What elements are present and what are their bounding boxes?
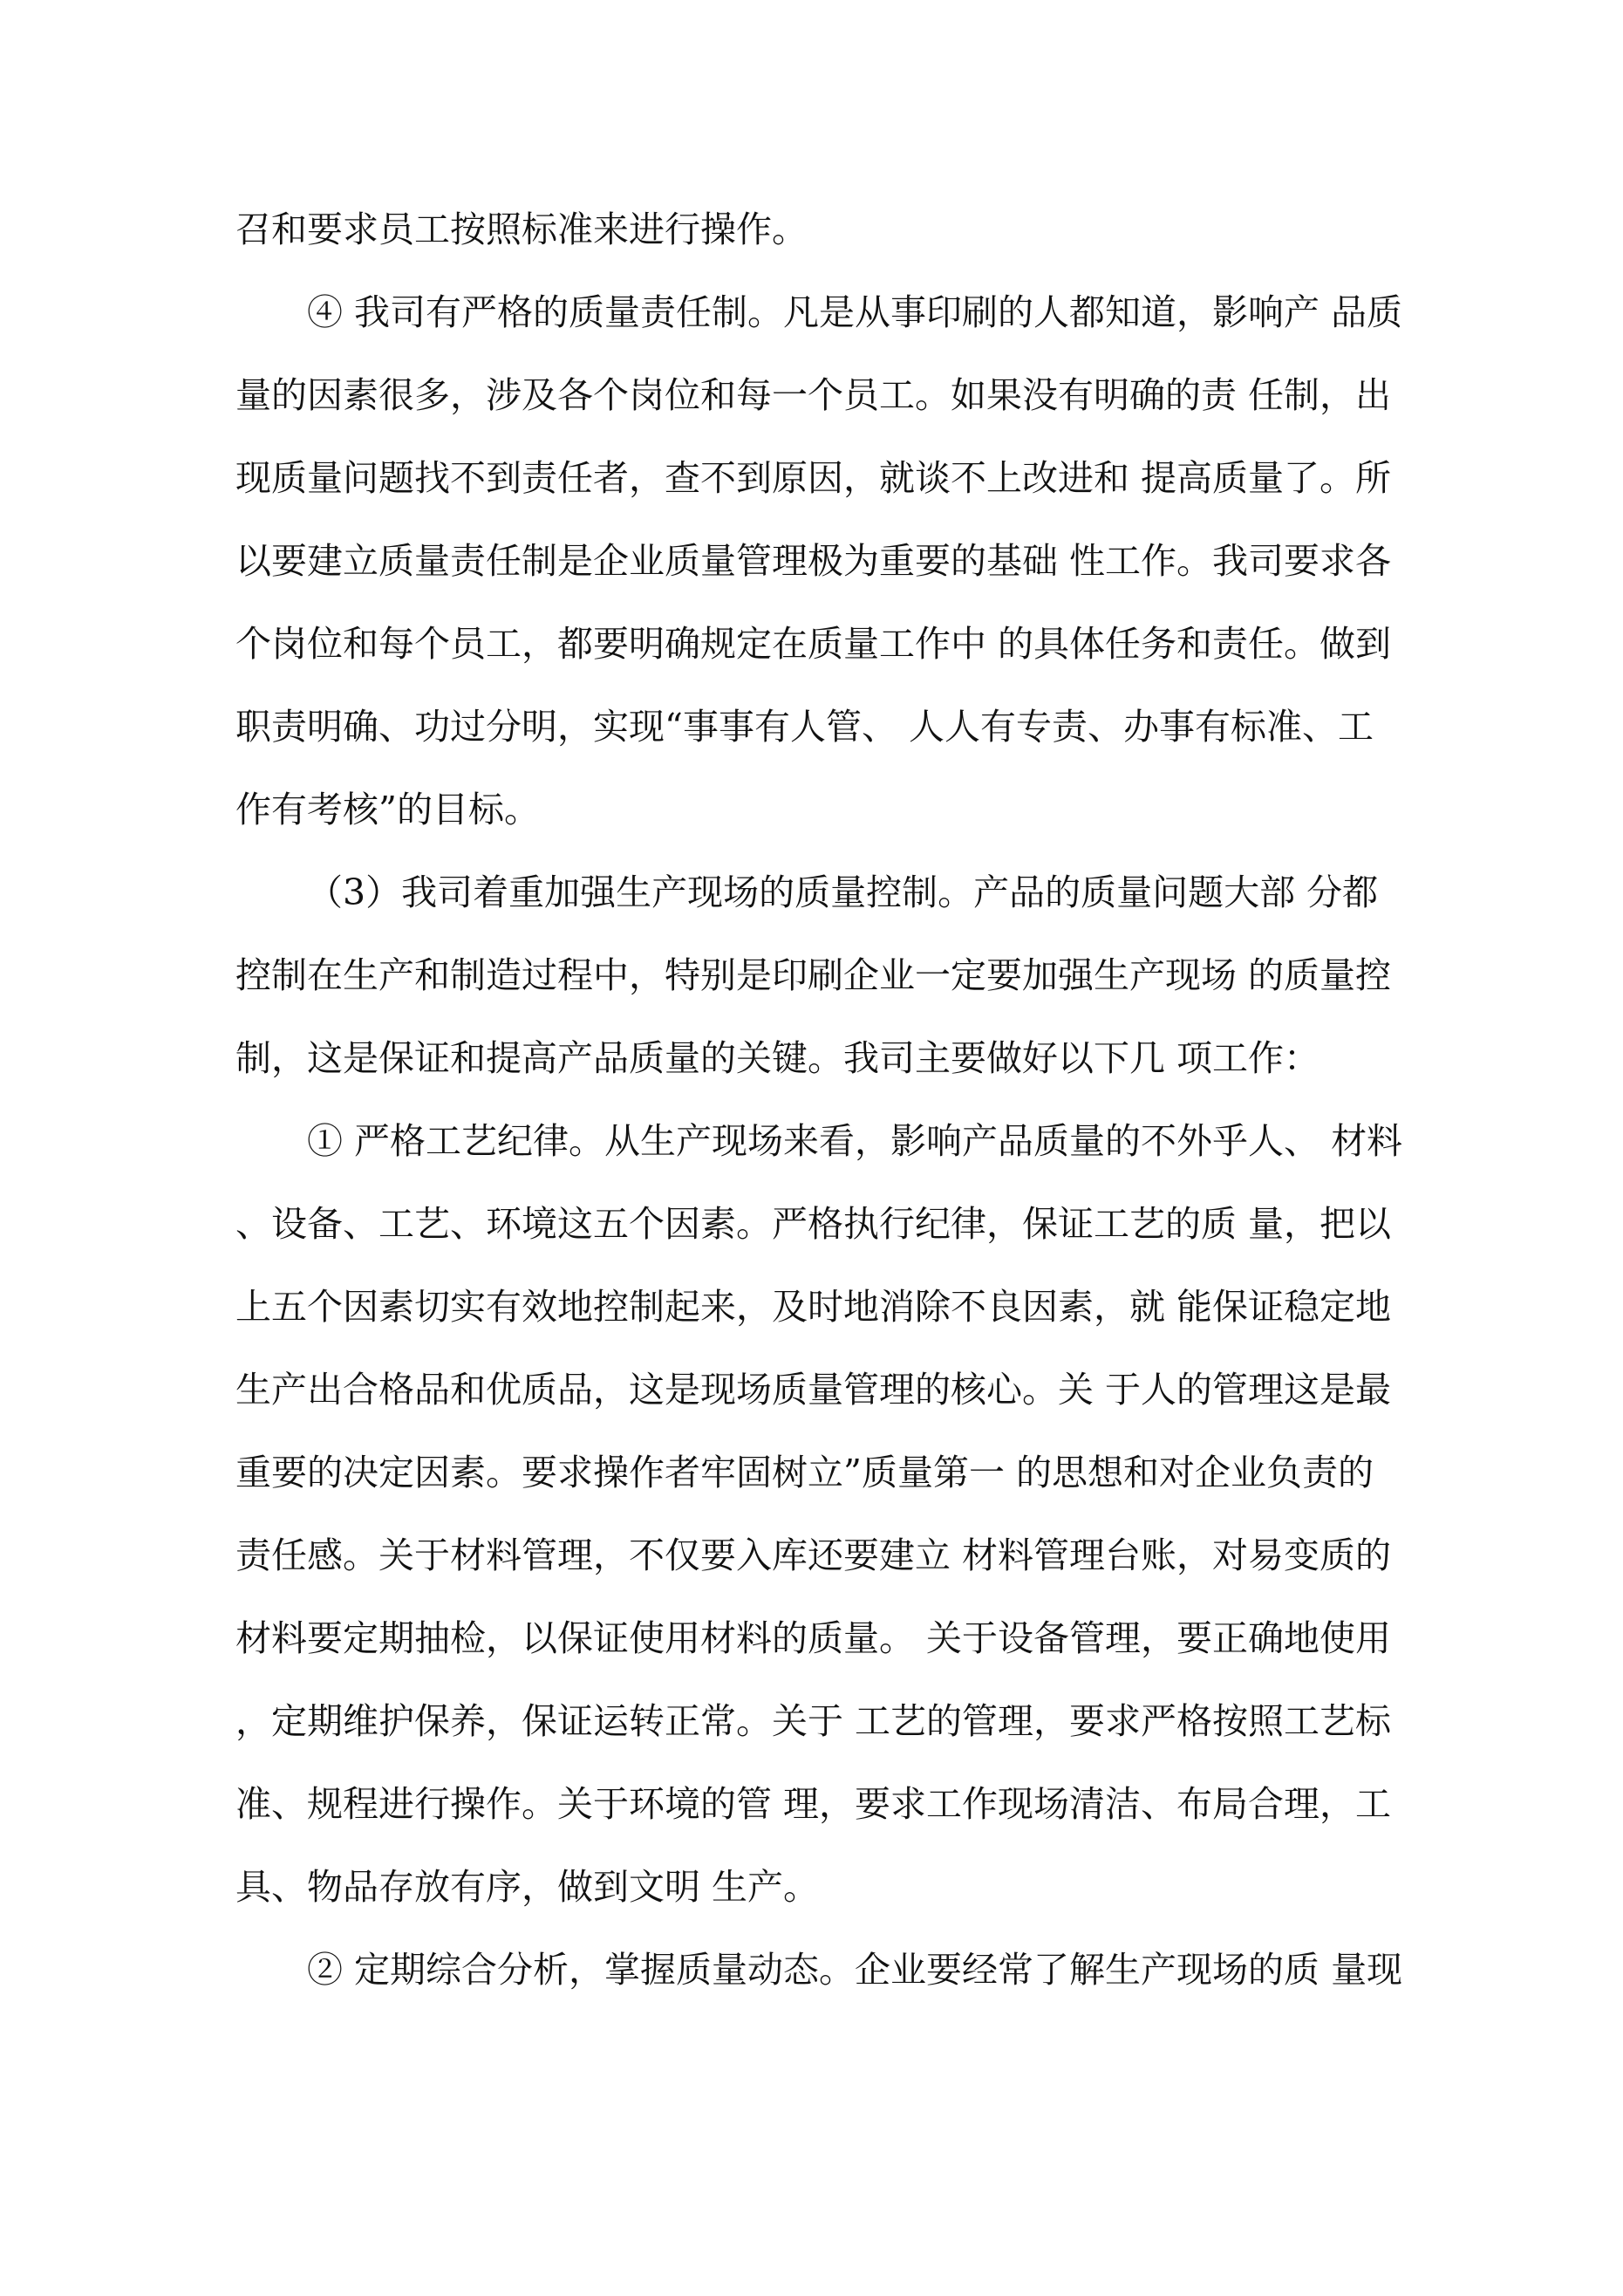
text-line: ，定期维护保养，保证运转正常。关于 工艺的管理，要求严格按照工艺标 [235,1700,1392,1742]
text-line: 以要建立质量责任制是企业质量管理极为重要的基础 性工作。我司要求各 [235,540,1392,582]
text-line: 量的因素很多，涉及各个岗位和每一个员工。如果没有明确的责 任制，出 [235,374,1392,416]
text-line: ① 严格工艺纪律。从生产现场来看，影响产品质量的不外乎人、 材料 [307,1120,1403,1162]
text-line: 、设备、工艺、环境这五个因素。严格执行纪律，保证工艺的质 量，把以 [235,1203,1392,1245]
text-line: 材料要定期抽检，以保证使用材料的质量。 关于设备管理，要正确地使用 [235,1617,1392,1659]
text-line: ④ 我司有严格的质量责任制。凡是从事印刷的人都知道，影响产 品质 [307,291,1403,333]
text-line: （3）我司着重加强生产现场的质量控制。产品的质量问题大部 分都 [307,871,1379,913]
text-line: 作有考核”的目标。 [235,789,540,830]
text-line: 控制在生产和制造过程中，特别是印刷企业一定要加强生产现场 的质量控 [235,954,1392,996]
text-line: 具、物品存放有序，做到文明 生产。 [235,1866,820,1908]
text-line: 个岗位和每个员工，都要明确规定在质量工作中 的具体任务和责任。做到 [235,623,1392,665]
text-line: 召和要求员工按照标准来进行操作。 [235,208,808,250]
text-line: 重要的决定因素。要求操作者牢固树立”质量第一 的思想和对企业负责的 [235,1452,1374,1493]
text-line: 职责明确、功过分明，实现“事事有人管、 人人有专责、办事有标准、工 [235,706,1374,748]
text-line: 责任感。关于材料管理，不仅要入库还要建立 材料管理台账，对易变质的 [235,1534,1392,1576]
text-line: 准、规程进行操作。关于环境的管 理，要求工作现场清洁、布局合理，工 [235,1783,1392,1825]
text-line: ② 定期综合分析，掌握质量动态。企业要经常了解生产现场的质 量现 [307,1949,1403,1991]
text-line: 生产出合格品和优质品，这是现场质量管理的核心。关 于人的管理这是最 [235,1369,1392,1411]
text-line: 制，这是保证和提高产品质量的关键。我司主要做好以下几 项工作： [235,1037,1320,1079]
text-line: 上五个因素切实有效地控制起来，及时地消除不良因素，就 能保证稳定地 [235,1286,1392,1328]
text-line: 现质量问题找不到责任者，查不到原因，就谈不上改进和 提高质量了。所 [235,457,1392,499]
